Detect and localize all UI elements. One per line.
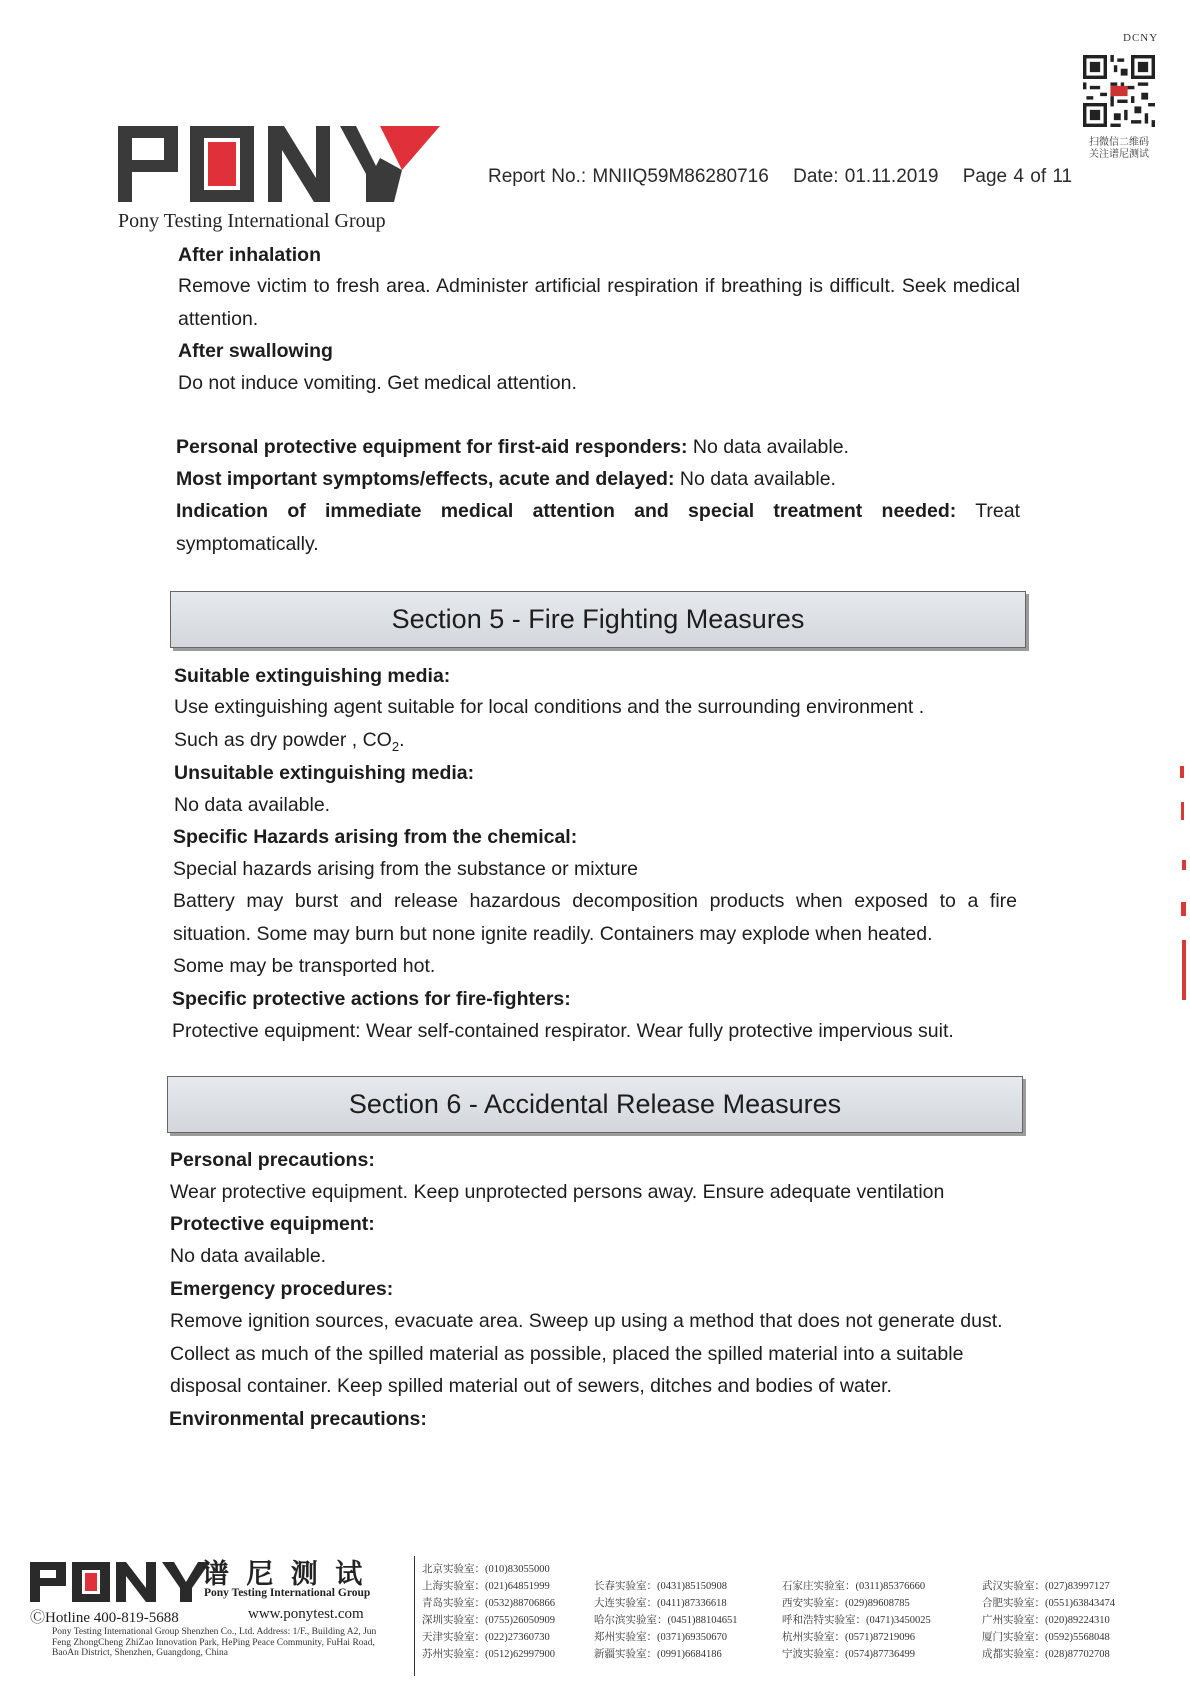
lab-contact: 呼和浩特实验室：(0471)3450025 — [782, 1615, 931, 1626]
unsuitable-media-text: No data available. — [174, 794, 331, 816]
report-info — [488, 166, 1072, 188]
lab-contact: 苏州实验室：(0512)62997900 — [422, 1649, 555, 1660]
lab-contact: 杭州实验室：(0571)87219096 — [782, 1632, 915, 1643]
symptoms-value: No data available. — [674, 468, 836, 490]
personal-precautions-heading: Personal precautions: — [170, 1149, 375, 1171]
after-inhalation-heading: After inhalation — [178, 244, 322, 266]
page-number: Page 4 of 11 — [962, 166, 1073, 187]
lab-contact: 北京实验室：(010)83055000 — [422, 1564, 550, 1575]
lab-contact: 上海实验室：(021)64851999 — [422, 1581, 550, 1592]
logo-subtitle: Pony Testing International Group — [118, 210, 386, 232]
lab-contact: 青岛实验室：(0532)88706866 — [422, 1598, 555, 1609]
after-swallowing-heading: After swallowing — [178, 340, 333, 362]
lab-contact: 合肥实验室：(0551)63843474 — [982, 1598, 1115, 1609]
after-inhalation-text: Remove victim to fresh area. Administer artificial respiration if breathing is difficult. Seek medical attention. — [178, 275, 1020, 330]
ppe-first-aid-value: No data available. — [687, 436, 849, 458]
suitable-media-heading: Suitable extinguishing media: — [174, 665, 451, 687]
stamp-mark — [1182, 940, 1186, 1000]
symptoms-line — [176, 463, 1026, 496]
hazards-text-3: Some may be transported hot. — [173, 955, 436, 977]
environmental-precautions-heading: Environmental precautions: — [169, 1408, 427, 1430]
footer-logo-english: Pony Testing International Group — [204, 1587, 371, 1599]
report-date: Date: 01.11.2019 — [793, 166, 939, 187]
lab-contact: 郑州实验室：(0371)69350670 — [594, 1632, 727, 1643]
lab-contact: 广州实验室：(020)89224310 — [982, 1615, 1110, 1626]
lab-contact: 厦门实验室：(0592)5568048 — [982, 1632, 1110, 1643]
section-6-header: Section 6 - Accidental Release Measures — [167, 1076, 1023, 1133]
footer-hotline: ⒸHotline 400-819-5688 — [30, 1610, 179, 1626]
footer-divider — [414, 1556, 415, 1676]
footer-logo-chinese: 谱 尼 测 试 — [202, 1559, 367, 1590]
hazards-heading: Specific Hazards arising from the chemical: — [173, 826, 578, 848]
fire-fighters-text: Protective equipment: Wear self-contained respirator. Wear fully protective impervious suit. — [172, 1020, 954, 1042]
hazards-text-2: Battery may burst and release hazardous decomposition products when exposed to a fire situation. Some may burn but none ignite readily. Containers may explode when heated. — [173, 890, 1017, 945]
indication-value: Treat symptomatically. — [176, 500, 1021, 555]
indication-line — [176, 495, 1020, 560]
ppe-first-aid-line — [176, 431, 1026, 464]
lab-contact: 成都实验室：(028)87702708 — [982, 1649, 1110, 1660]
unsuitable-media-heading: Unsuitable extinguishing media: — [174, 762, 475, 784]
lab-contact: 宁波实验室：(0574)87736499 — [782, 1649, 915, 1660]
lab-contact: 深圳实验室：(0755)26050909 — [422, 1615, 555, 1626]
suitable-media-end: . — [399, 729, 405, 751]
emergency-procedures-heading: Emergency procedures: — [170, 1278, 394, 1300]
after-swallowing-text: Do not induce vomiting. Get medical attention. — [178, 372, 577, 394]
suitable-media-text-2a: Such as dry powder , CO — [174, 729, 392, 751]
qr-code-icon — [1083, 55, 1155, 127]
suitable-media-text: Use extinguishing agent suitable for local conditions and the surrounding environment . — [174, 696, 925, 718]
lab-contact: 武汉实验室：(027)83997127 — [982, 1581, 1110, 1592]
lab-contact: 石家庄实验室：(0311)85376660 — [782, 1581, 926, 1592]
footer-address: Pony Testing International Group Shenzhen Co., Ltd. Address: 1/F., Building A2, Jun Feng ZhongCheng ZhiZao Innovation Park, HePing Peace Community, FuHai Road, BaoAn District, Shenzhen, Guangdong, China — [52, 1627, 377, 1658]
lab-contact: 新疆实验室：(0991)6684186 — [594, 1649, 722, 1660]
lab-contact: 天津实验室：(022)27360730 — [422, 1632, 550, 1643]
qr-caption-line: 关注谱尼测试 — [1089, 149, 1149, 160]
section-5-header: Section 5 - Fire Fighting Measures — [170, 591, 1026, 648]
personal-precautions-text: Wear protective equipment. Keep unprotected persons away. Ensure adequate ventilation — [170, 1181, 945, 1203]
footer-website: www.ponytest.com — [248, 1606, 364, 1622]
lab-contact: 大连实验室：(0411)87336618 — [594, 1598, 727, 1609]
qr-caption-line: 扫微信二维码 — [1089, 137, 1149, 148]
lab-contact: 长春实验室：(0431)85150908 — [594, 1581, 727, 1592]
stamp-mark — [1181, 802, 1184, 820]
fire-fighters-heading: Specific protective actions for fire-fighters: — [172, 988, 571, 1010]
document-code: DCNY — [1123, 32, 1159, 44]
pony-logo — [118, 126, 440, 202]
lab-contact: 哈尔滨实验室：(0451)88104651 — [594, 1615, 738, 1626]
hazards-text-1: Special hazards arising from the substance or mixture — [173, 858, 638, 880]
qr-caption — [1074, 137, 1164, 161]
report-number: Report No.: MNIIQ59M86280716 — [488, 166, 769, 187]
protective-equipment-heading: Protective equipment: — [170, 1213, 375, 1235]
stamp-mark — [1181, 902, 1186, 916]
stamp-mark — [1182, 860, 1186, 870]
ppe-first-aid-label: Personal protective equipment for first-aid responders: — [176, 436, 688, 458]
lab-contact: 西安实验室：(029)89608785 — [782, 1598, 910, 1609]
emergency-procedures-text: Remove ignition sources, evacuate area. Sweep up using a method that does not generate dust. Collect as much of the spilled material as possible, placed the spilled material into a suitable disposal container. Keep spilled material out of sewers, ditches and bodies of water. — [170, 1310, 1003, 1397]
symptoms-label: Most important symptoms/effects, acute and delayed: — [176, 468, 675, 490]
protective-equipment-text: No data available. — [170, 1245, 327, 1267]
stamp-mark — [1180, 766, 1184, 778]
indication-label: Indication of immediate medical attention and special treatment needed: — [176, 500, 957, 522]
co2-subscript: 2 — [391, 738, 400, 754]
